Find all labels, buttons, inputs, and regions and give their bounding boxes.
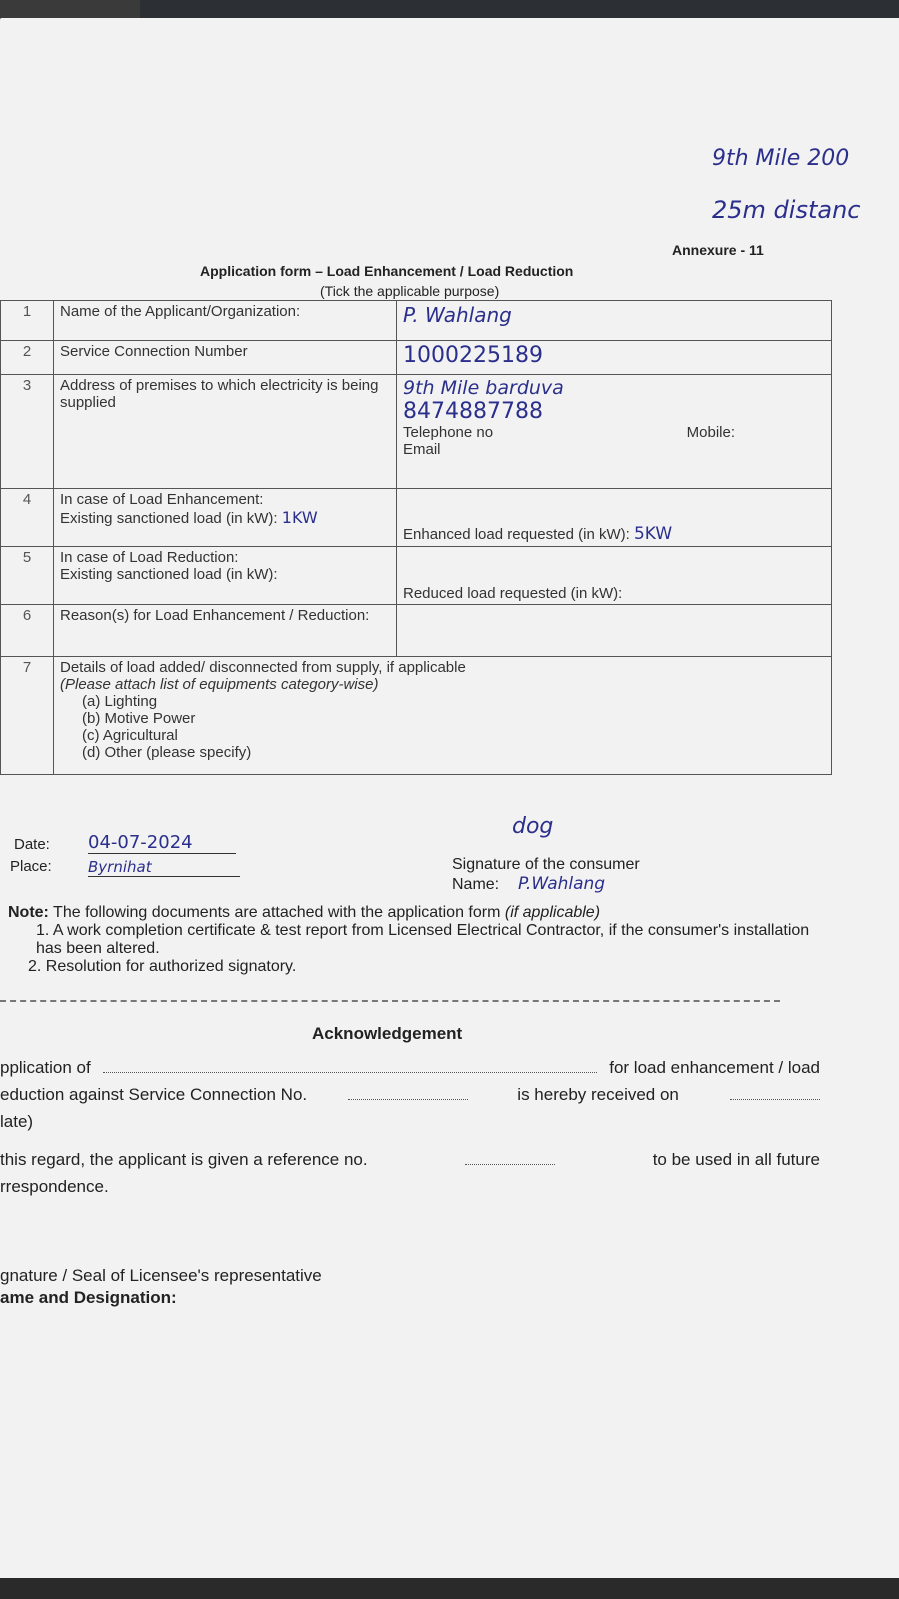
table-row <box>1 341 832 375</box>
service-connection-label: Service Connection Number <box>54 341 397 375</box>
row-number: 6 <box>1 605 54 657</box>
service-connection-cell[interactable] <box>397 341 832 375</box>
ack-text: rrespondence. <box>0 1176 109 1196</box>
category-lighting: (a) Lighting <box>82 693 158 710</box>
ack-line <box>0 1081 820 1108</box>
ack-text: late) <box>0 1112 34 1132</box>
annexure-label: Annexure - 11 <box>672 242 764 258</box>
signature-label: Signature of the consumer <box>452 856 640 873</box>
enhanced-load-label: Enhanced load requested (in kW): <box>403 526 630 543</box>
address-label: Address of premises to which electricity is being supplied <box>54 375 397 489</box>
row-number: 7 <box>1 657 54 775</box>
reason-label: Reason(s) for Load Enhancement / Reduction: <box>54 605 397 657</box>
details-label: Details of load added/ disconnected from supply, if applicable <box>60 659 466 676</box>
enhanced-load-value: 5KW <box>633 524 673 544</box>
name-value: P.Wahlang <box>518 874 606 894</box>
name-designation: ame and Designation: <box>0 1288 177 1307</box>
row-number: 3 <box>1 375 54 489</box>
address-cell[interactable] <box>397 375 832 489</box>
document-page <box>0 18 899 1578</box>
reduction-existing-label: Existing sanctioned load (in kW): <box>60 566 278 583</box>
reduced-load-label: Reduced load requested (in kW): <box>403 585 623 602</box>
category-other: (d) Other (please specify) <box>82 744 252 761</box>
applicant-name-value: P. Wahlang <box>403 303 512 327</box>
table-row <box>1 375 832 489</box>
application-table <box>0 300 832 775</box>
acknowledgement-title: Acknowledgement <box>312 1024 463 1043</box>
form-title: Application form – Load Enhancement / Load Reduction <box>200 263 574 279</box>
ack-text: eduction against Service Connection No. <box>0 1085 308 1105</box>
email-label: Email <box>403 441 441 458</box>
table-row <box>1 657 832 775</box>
note-item: 1. A work completion certificate & test report from Licensed Electrical Contractor, if the consumer's installation has been altered. <box>36 922 810 957</box>
form-subtitle: (Tick the applicable purpose) <box>320 283 500 299</box>
ack-line <box>0 1146 820 1173</box>
handwritten-note-1: 9th Mile 200 <box>712 146 850 171</box>
reduction-cell <box>54 547 397 605</box>
row-number: 4 <box>1 489 54 547</box>
table-row <box>1 489 832 547</box>
note-paren: (if applicable) <box>504 904 601 921</box>
address-value: 9th Mile barduva <box>403 377 564 399</box>
mobile-label: Mobile: <box>686 424 735 441</box>
note-heading: Note: <box>8 904 49 921</box>
existing-load-value: 1KW <box>281 508 318 527</box>
ack-text: to be used in all future <box>652 1149 820 1169</box>
enhancement-cell <box>54 489 397 547</box>
contact-labels <box>403 424 825 441</box>
reduction-heading: In case of Load Reduction: <box>60 549 239 566</box>
table-row <box>1 547 832 605</box>
place-value[interactable]: Byrnihat <box>88 858 240 877</box>
row-number: 2 <box>1 341 54 375</box>
date-value[interactable]: 04-07-2024 <box>88 832 236 854</box>
table-row <box>1 301 832 341</box>
ack-blank-reference[interactable] <box>465 1146 555 1165</box>
notes-section <box>8 904 838 976</box>
signature-mark: dog <box>512 814 554 839</box>
details-cell <box>54 657 832 775</box>
existing-load-label: Existing sanctioned load (in kW): <box>60 510 278 527</box>
ack-blank-date[interactable] <box>730 1081 820 1100</box>
enhanced-load-cell[interactable] <box>397 489 832 547</box>
ack-line <box>0 1054 820 1081</box>
background-edge <box>0 1578 899 1599</box>
enhancement-heading: In case of Load Enhancement: <box>60 491 264 508</box>
reduced-load-cell[interactable] <box>397 547 832 605</box>
reason-cell[interactable] <box>397 605 832 657</box>
category-list <box>60 693 825 761</box>
note-item: 2. Resolution for authorized signatory. <box>28 958 297 975</box>
category-motive-power: (b) Motive Power <box>82 710 196 727</box>
ack-blank-connection[interactable] <box>348 1081 468 1100</box>
acknowledgement-body <box>0 1054 820 1200</box>
ack-text: for load enhancement / load <box>609 1058 820 1077</box>
ack-text: is hereby received on <box>517 1085 679 1105</box>
applicant-name-cell[interactable] <box>397 301 832 341</box>
place-label: Place: <box>10 858 52 875</box>
note-text: The following documents are attached with the application form <box>53 904 501 921</box>
ack-text: this regard, the applicant is given a reference no. <box>0 1149 368 1169</box>
divider <box>0 1000 780 1002</box>
row-number: 5 <box>1 547 54 605</box>
details-note: (Please attach list of equipments category-wise) <box>60 676 379 693</box>
ack-text: pplication of <box>0 1058 91 1077</box>
date-label: Date: <box>14 836 50 853</box>
category-agricultural: (c) Agricultural <box>82 727 178 744</box>
row-number: 1 <box>1 301 54 341</box>
service-connection-value: 1000225189 <box>403 343 543 368</box>
applicant-name-label: Name of the Applicant/Organization: <box>54 301 397 341</box>
telephone-label: Telephone no <box>403 424 494 441</box>
ack-blank-application[interactable] <box>103 1054 598 1073</box>
table-row <box>1 605 832 657</box>
handwritten-note-2: 25m distanc <box>712 196 861 224</box>
name-label: Name: <box>452 876 500 893</box>
phone-value: 8474887788 <box>403 399 543 424</box>
seal-line: gnature / Seal of Licensee's representative <box>0 1266 322 1285</box>
